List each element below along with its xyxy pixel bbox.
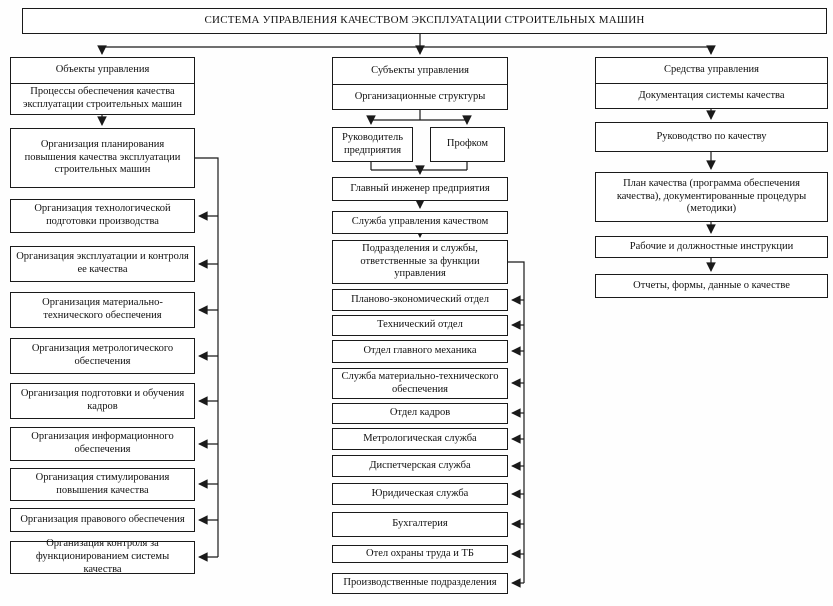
means-header-box: [595, 57, 828, 109]
department-11: Производственные подразделения: [332, 573, 508, 594]
department-9: Бухгалтерия: [332, 512, 508, 537]
department-5: Отдел кадров: [332, 403, 508, 424]
objects-function-8: Организация правового обеспечения: [10, 508, 195, 532]
means-header: Средства управления: [663, 64, 760, 76]
objects-function-4: Организация метрологического обеспечения: [10, 338, 195, 374]
means-item-3: Рабочие и должностные инструкции: [595, 236, 828, 258]
objects-function-2: Организация эксплуатации и контроля ее качества: [10, 246, 195, 282]
means-item-1: Руководство по качеству: [595, 122, 828, 152]
objects-function-9: Организация контроля за функционированием системы качества: [10, 541, 195, 574]
subjects-header-box: [332, 57, 508, 110]
objects-function-3: Организация материально-технического обеспечения: [10, 292, 195, 328]
department-1: Планово-экономический отдел: [332, 289, 508, 311]
subjects-header: Субъекты управления: [371, 64, 469, 76]
objects-function-7: Организация стимулирования повышения качества: [10, 468, 195, 501]
chief-engineer-box: Главный инженер предприятия: [332, 177, 508, 201]
objects-header-box: [10, 57, 195, 115]
means-item-2: План качества (программа обеспечения качества), документированные процедуры (методики): [595, 172, 828, 222]
department-6: Метрологическая служба: [332, 428, 508, 450]
department-4: Служба материально-технического обеспечения: [332, 368, 508, 399]
objects-header: Объекты управления: [55, 64, 150, 76]
means-subheader: Документация системы качества: [596, 83, 827, 108]
trade-union-box: Профком: [430, 127, 505, 162]
departments-header-box: Подразделения и службы, ответственные за функции управления: [332, 240, 508, 284]
department-3: Отдел главного механика: [332, 340, 508, 363]
subjects-subheader: Организационные структуры: [333, 84, 507, 109]
objects-function-6: Организация информационного обеспечения: [10, 427, 195, 461]
objects-planning-box: Организация планирования повышения качества эксплуатации строительных машин: [10, 128, 195, 188]
objects-function-1: Организация технологической подготовки производства: [10, 199, 195, 233]
objects-subheader: Процессы обеспечения качества эксплуатации строительных машин: [11, 83, 194, 114]
department-10: Отел охраны труда и ТБ: [332, 545, 508, 563]
quality-service-box: Служба управления качеством: [332, 211, 508, 234]
means-item-4: Отчеты, формы, данные о качестве: [595, 274, 828, 298]
title-branch-lines: [102, 34, 711, 54]
department-2: Технический отдел: [332, 315, 508, 336]
director-box: Руководитель предприятия: [332, 127, 413, 162]
department-8: Юридическая служба: [332, 483, 508, 505]
objects-function-5: Организация подготовки и обучения кадров: [10, 383, 195, 419]
department-7: Диспетчерская служба: [332, 455, 508, 477]
diagram-title: СИСТЕМА УПРАВЛЕНИЯ КАЧЕСТВОМ ЭКСПЛУАТАЦИИ СТРОИТЕЛЬНЫХ МАШИН: [22, 8, 827, 34]
